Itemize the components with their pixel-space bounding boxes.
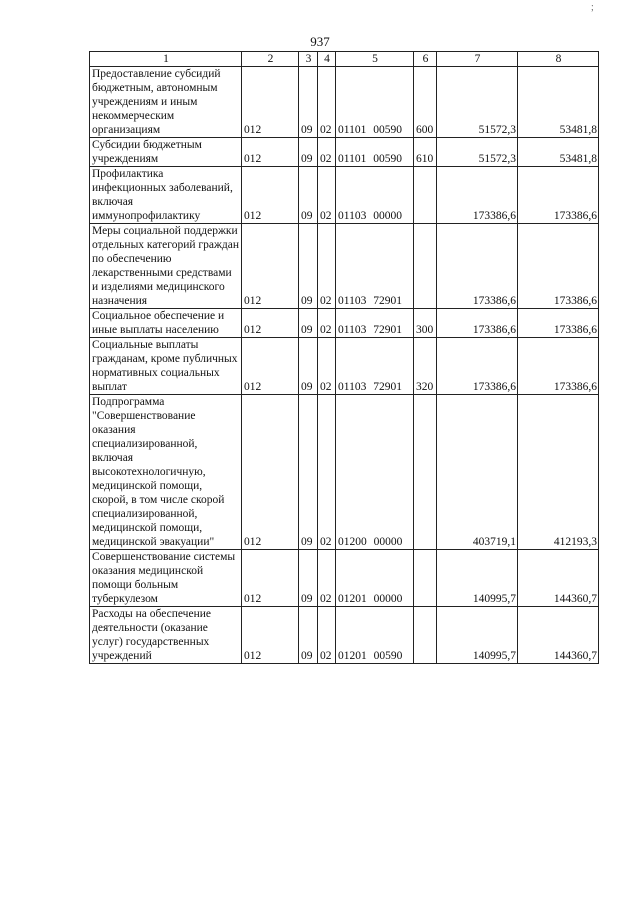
- row-pr-code: 02: [318, 338, 336, 395]
- row-pr-code: 02: [318, 395, 336, 550]
- header-row: [90, 52, 599, 67]
- row-pr-code: 02: [318, 224, 336, 309]
- row-csr-code: 01103 72901: [336, 338, 414, 395]
- header-cell-8: 8: [518, 52, 599, 67]
- header-cell-3: 3: [299, 52, 318, 67]
- row-csr-code: 01103 00000: [336, 167, 414, 224]
- row-csr-code: 01101 00590: [336, 67, 414, 138]
- header-cell-2: 2: [242, 52, 299, 67]
- row-gr-code: 012: [242, 138, 299, 167]
- row-rz-code: 09: [299, 309, 318, 338]
- row-pr-code: 02: [318, 138, 336, 167]
- row-amount-col8: 173386,6: [518, 338, 599, 395]
- row-amount-col7: 51572,3: [437, 138, 518, 167]
- row-vr-code: [414, 224, 437, 309]
- budget-table: [89, 51, 599, 664]
- page-number: 937: [310, 34, 330, 49]
- row-csr-code: 01103 72901: [336, 224, 414, 309]
- row-amount-col8: 144360,7: [518, 607, 599, 664]
- row-name: Совершенствование системы оказания медицинской помощи больным туберкулезом: [90, 550, 242, 607]
- row-vr-code: [414, 607, 437, 664]
- row-csr-code: 01201 00000: [336, 550, 414, 607]
- row-csr-code: 01103 72901: [336, 309, 414, 338]
- row-gr-code: 012: [242, 167, 299, 224]
- row-rz-code: 09: [299, 338, 318, 395]
- table-row: [90, 338, 599, 395]
- row-amount-col8: 173386,6: [518, 224, 599, 309]
- row-vr-code: 300: [414, 309, 437, 338]
- row-gr-code: 012: [242, 224, 299, 309]
- row-gr-code: 012: [242, 338, 299, 395]
- row-amount-col8: 173386,6: [518, 167, 599, 224]
- row-amount-col7: 173386,6: [437, 167, 518, 224]
- row-vr-code: [414, 167, 437, 224]
- row-pr-code: 02: [318, 550, 336, 607]
- row-rz-code: 09: [299, 67, 318, 138]
- header-cell-7: 7: [437, 52, 518, 67]
- row-rz-code: 09: [299, 607, 318, 664]
- table-row: [90, 395, 599, 550]
- row-rz-code: 09: [299, 138, 318, 167]
- row-name: Расходы на обеспечение деятельности (оказание услуг) государственных учреждений: [90, 607, 242, 664]
- header-cell-6: 6: [414, 52, 437, 67]
- corner-mark: ;: [591, 2, 594, 13]
- row-vr-code: 610: [414, 138, 437, 167]
- row-rz-code: 09: [299, 395, 318, 550]
- row-name: Подпрограмма "Совершенствование оказания специализированной, включая высокотехнологичную, медицинской помощи, скорой, в том числе скорой специализированной, медицинской помощи, медицинской эвакуации": [90, 395, 242, 550]
- row-gr-code: 012: [242, 309, 299, 338]
- header-cell-5: 5: [336, 52, 414, 67]
- table-row: [90, 224, 599, 309]
- row-rz-code: 09: [299, 167, 318, 224]
- row-gr-code: 012: [242, 67, 299, 138]
- row-name: Социальные выплаты гражданам, кроме публичных нормативных социальных выплат: [90, 338, 242, 395]
- row-gr-code: 012: [242, 550, 299, 607]
- row-amount-col8: 173386,6: [518, 309, 599, 338]
- row-vr-code: [414, 550, 437, 607]
- table-row: [90, 138, 599, 167]
- row-name: Предоставление субсидий бюджетным, автономным учреждениям и иным некоммерческим организациям: [90, 67, 242, 138]
- row-rz-code: 09: [299, 550, 318, 607]
- row-gr-code: 012: [242, 607, 299, 664]
- row-name: Меры социальной поддержки отдельных категорий граждан по обеспечению лекарственными средствами и изделиями медицинского назначения: [90, 224, 242, 309]
- table-row: [90, 167, 599, 224]
- row-vr-code: 600: [414, 67, 437, 138]
- row-pr-code: 02: [318, 67, 336, 138]
- row-pr-code: 02: [318, 607, 336, 664]
- row-amount-col8: 53481,8: [518, 138, 599, 167]
- row-gr-code: 012: [242, 395, 299, 550]
- row-amount-col7: 140995,7: [437, 607, 518, 664]
- row-pr-code: 02: [318, 309, 336, 338]
- row-csr-code: 01101 00590: [336, 138, 414, 167]
- table-row: [90, 550, 599, 607]
- row-csr-code: 01200 00000: [336, 395, 414, 550]
- row-name: Субсидии бюджетным учреждениям: [90, 138, 242, 167]
- row-amount-col7: 140995,7: [437, 550, 518, 607]
- table-row: [90, 67, 599, 138]
- row-vr-code: 320: [414, 338, 437, 395]
- row-name: Профилактика инфекционных заболеваний, включая иммунопрофилактику: [90, 167, 242, 224]
- row-amount-col7: 173386,6: [437, 338, 518, 395]
- row-amount-col8: 412193,3: [518, 395, 599, 550]
- table-row: [90, 607, 599, 664]
- row-vr-code: [414, 395, 437, 550]
- row-amount-col7: 51572,3: [437, 67, 518, 138]
- row-csr-code: 01201 00590: [336, 607, 414, 664]
- row-amount-col8: 53481,8: [518, 67, 599, 138]
- header-cell-4: 4: [318, 52, 336, 67]
- row-rz-code: 09: [299, 224, 318, 309]
- row-name: Социальное обеспечение и иные выплаты населению: [90, 309, 242, 338]
- header-cell-1: 1: [90, 52, 242, 67]
- row-amount-col7: 173386,6: [437, 224, 518, 309]
- row-amount-col8: 144360,7: [518, 550, 599, 607]
- row-pr-code: 02: [318, 167, 336, 224]
- row-amount-col7: 173386,6: [437, 309, 518, 338]
- row-amount-col7: 403719,1: [437, 395, 518, 550]
- table-row: [90, 309, 599, 338]
